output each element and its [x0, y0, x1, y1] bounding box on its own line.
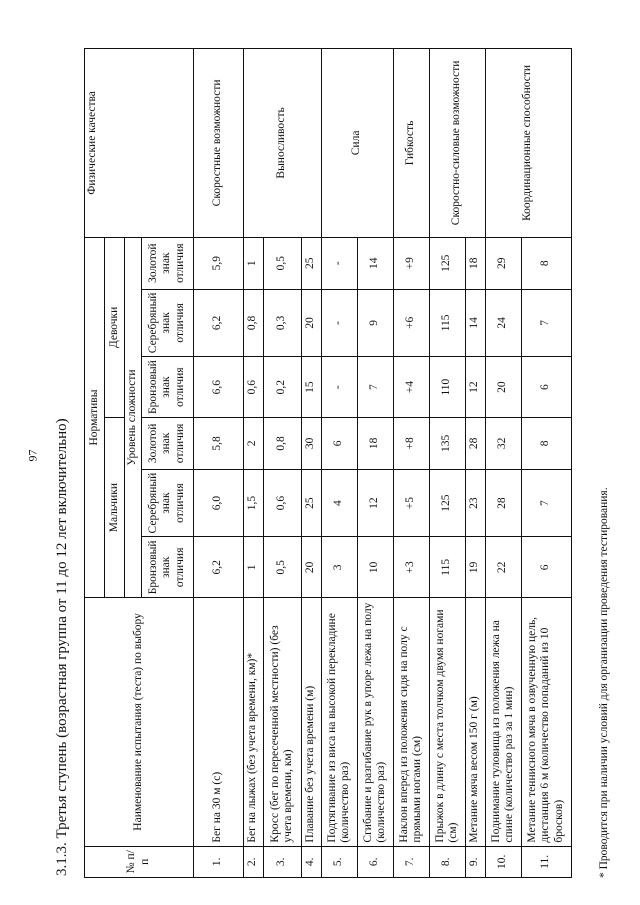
row-num: 1. [193, 846, 243, 877]
boys-bronze-value: 20 [301, 537, 321, 598]
boys-gold-value: 32 [485, 418, 521, 470]
girls-gold-value: 5,9 [193, 237, 243, 289]
row-test-name: Наклон вперед из положения сидя на полу с прямыми ногами (см) [393, 598, 429, 846]
footnote: * Проводится при наличии условий для организации проведения тестирования. [598, 487, 610, 878]
girls-bronze-value: 12 [465, 357, 485, 418]
girls-bronze-value: 0,6 [243, 357, 263, 418]
girls-bronze-value: 6,6 [193, 357, 243, 418]
row-test-name: Метание мяча весом 150 г (м) [465, 598, 485, 846]
table-row [393, 49, 429, 878]
header-girls-silver: Серебряный знак отличия [141, 289, 193, 357]
boys-gold-value: 30 [301, 418, 321, 470]
boys-bronze-value: 1 [243, 537, 263, 598]
header-girls: Девочки [105, 237, 125, 417]
header-difficulty: Уровень сложности [125, 237, 142, 597]
row-num: 5. [321, 846, 357, 877]
boys-silver-value: 4 [321, 469, 357, 537]
boys-silver-value: 6,0 [193, 469, 243, 537]
girls-gold-value: - [321, 237, 357, 289]
header-boys-gold: Золотой знак отличия [141, 418, 193, 470]
header-norms: Нормативы [85, 237, 105, 597]
row-test-name: Бег на лыжах (без учета времени, км)* [243, 598, 263, 846]
girls-silver-value: 20 [301, 289, 321, 357]
girls-gold-value: 125 [429, 237, 465, 289]
page-number: 97 [25, 449, 40, 462]
quality-endurance: Выносливость [243, 49, 321, 238]
boys-bronze-value: +3 [393, 537, 429, 598]
header-num: № п/п [85, 846, 194, 877]
girls-bronze-value: 6 [521, 357, 571, 418]
girls-silver-value: 0,3 [263, 289, 301, 357]
girls-gold-value: 29 [485, 237, 521, 289]
row-test-name: Сгибание и разгибание рук в упоре лежа на полу (количество раз) [357, 598, 393, 846]
row-num: 6. [357, 846, 393, 877]
boys-bronze-value: 6 [521, 537, 571, 598]
girls-bronze-value: 7 [357, 357, 393, 418]
boys-gold-value: 6 [321, 418, 357, 470]
girls-bronze-value: +4 [393, 357, 429, 418]
boys-silver-value: 25 [301, 469, 321, 537]
row-num: 7. [393, 846, 429, 877]
boys-gold-value: +8 [393, 418, 429, 470]
girls-silver-value: 0,8 [243, 289, 263, 357]
table-row [243, 49, 263, 878]
table-row [321, 49, 357, 878]
boys-bronze-value: 115 [429, 537, 465, 598]
table-row [429, 49, 465, 878]
row-test-name: Прыжок в длину с места толчком двумя ногами (см) [429, 598, 465, 846]
header-test-name: Наименование испытания (теста) по выбору [85, 598, 194, 846]
girls-gold-value: 14 [357, 237, 393, 289]
boys-bronze-value: 0,5 [263, 537, 301, 598]
boys-silver-value: 0,6 [263, 469, 301, 537]
girls-bronze-value: - [321, 357, 357, 418]
boys-silver-value: 125 [429, 469, 465, 537]
girls-silver-value: 6,2 [193, 289, 243, 357]
header-girls-bronze: Бронзовый знак отличия [141, 357, 193, 418]
row-test-name: Поднимание туловища из положения лежа на спине (количество раз за 1 мин) [485, 598, 521, 846]
boys-gold-value: 18 [357, 418, 393, 470]
row-num: 10. [485, 846, 521, 877]
header-qualities: Физические качества [85, 49, 194, 238]
boys-bronze-value: 22 [485, 537, 521, 598]
girls-gold-value: +9 [393, 237, 429, 289]
header-boys: Мальчики [105, 418, 125, 598]
row-num: 3. [263, 846, 301, 877]
boys-bronze-value: 6,2 [193, 537, 243, 598]
boys-silver-value: 12 [357, 469, 393, 537]
row-test-name: Бег на 30 м (с) [193, 598, 243, 846]
girls-silver-value: - [321, 289, 357, 357]
girls-silver-value: 24 [485, 289, 521, 357]
quality-flexibility: Гибкость [393, 49, 429, 238]
girls-gold-value: 8 [521, 237, 571, 289]
row-test-name: Метание теннисного мяча в озвученную цель, дистанция 6 м (количество попаданий из 10 бросков) [521, 598, 571, 846]
girls-bronze-value: 15 [301, 357, 321, 418]
girls-silver-value: 14 [465, 289, 485, 357]
boys-bronze-value: 10 [357, 537, 393, 598]
header-boys-bronze: Бронзовый знак отличия [141, 537, 193, 598]
header-boys-silver: Серебряный знак отличия [141, 469, 193, 537]
boys-gold-value: 28 [465, 418, 485, 470]
table-row [485, 49, 521, 878]
row-test-name: Подтягивание из виса на высокой перекладине (количество раз) [321, 598, 357, 846]
boys-silver-value: +5 [393, 469, 429, 537]
row-num: 2. [243, 846, 263, 877]
girls-silver-value: +6 [393, 289, 429, 357]
girls-gold-value: 1 [243, 237, 263, 289]
boys-bronze-value: 3 [321, 537, 357, 598]
boys-silver-value: 23 [465, 469, 485, 537]
boys-gold-value: 2 [243, 418, 263, 470]
quality-speed-strength: Скоростно-силовые возможности [429, 49, 485, 238]
boys-gold-value: 135 [429, 418, 465, 470]
quality-coordination: Координационные способности [485, 49, 571, 238]
row-test-name: Кросс (бег по пересеченной местности) (без учета времени, км) [263, 598, 301, 846]
quality-strength: Сила [321, 49, 393, 238]
girls-gold-value: 0,5 [263, 237, 301, 289]
boys-gold-value: 0,8 [263, 418, 301, 470]
quality-speed: Скоростные возможности [193, 49, 243, 238]
boys-bronze-value: 19 [465, 537, 485, 598]
section-title: 3.1.3. Третья ступень (возрастная группа от 11 до 12 лет включительно) [54, 418, 70, 876]
rotated-page [48, 48, 628, 878]
girls-bronze-value: 20 [485, 357, 521, 418]
girls-bronze-value: 110 [429, 357, 465, 418]
norms-table [84, 48, 572, 878]
boys-silver-value: 7 [521, 469, 571, 537]
header-girls-gold: Золотой знак отличия [141, 237, 193, 289]
girls-gold-value: 18 [465, 237, 485, 289]
row-num: 4. [301, 846, 321, 877]
girls-silver-value: 115 [429, 289, 465, 357]
boys-gold-value: 5,8 [193, 418, 243, 470]
row-num: 8. [429, 846, 465, 877]
boys-silver-value: 1,5 [243, 469, 263, 537]
table-row [193, 49, 243, 878]
row-test-name: Плавание без учета времени (м) [301, 598, 321, 846]
girls-gold-value: 25 [301, 237, 321, 289]
girls-silver-value: 9 [357, 289, 393, 357]
row-num: 9. [465, 846, 485, 877]
girls-bronze-value: 0,2 [263, 357, 301, 418]
boys-gold-value: 8 [521, 418, 571, 470]
boys-silver-value: 28 [485, 469, 521, 537]
girls-silver-value: 7 [521, 289, 571, 357]
row-num: 11. [521, 846, 571, 877]
